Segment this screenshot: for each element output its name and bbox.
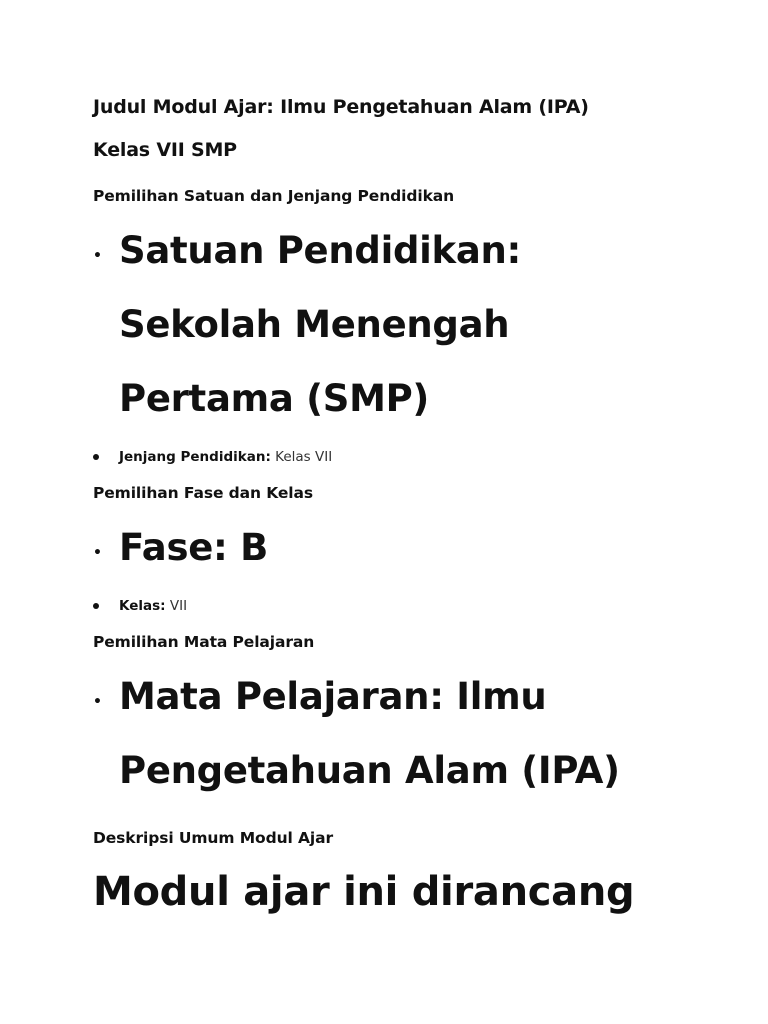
list-item-jenjang: [119, 449, 332, 465]
section-heading-fase: Pemilihan Fase dan Kelas: [93, 484, 313, 502]
bullet-icon: •: [93, 694, 102, 710]
big-item-line: Mata Pelajaran: Ilmu: [119, 675, 547, 718]
document-subtitle: Kelas VII SMP: [93, 139, 237, 161]
big-item-line: Sekolah Menengah: [119, 303, 510, 346]
bullet-icon: [93, 454, 99, 460]
body-paragraph-start: Modul ajar ini dirancang: [93, 869, 635, 915]
bullet-icon: •: [93, 248, 102, 264]
bullet-icon: [93, 603, 99, 609]
bullet-icon: •: [93, 545, 102, 561]
big-item-line: Pertama (SMP): [119, 377, 430, 420]
section-heading-mapel: Pemilihan Mata Pelajaran: [93, 633, 315, 651]
list-item-label: Kelas:: [119, 598, 166, 614]
list-item-value: Kelas VII: [275, 449, 333, 465]
list-item-kelas: [119, 598, 187, 614]
section-heading-satuan: Pemilihan Satuan dan Jenjang Pendidikan: [93, 187, 455, 205]
document-title: Judul Modul Ajar: Ilmu Pengetahuan Alam (IPA): [93, 96, 589, 118]
list-item-label: Jenjang Pendidikan:: [119, 449, 271, 465]
big-item-line: Fase: B: [119, 526, 268, 569]
section-heading-deskripsi: Deskripsi Umum Modul Ajar: [93, 829, 334, 847]
list-item-value: VII: [169, 598, 188, 614]
big-item-line: Satuan Pendidikan:: [119, 229, 522, 272]
big-item-line: Pengetahuan Alam (IPA): [119, 749, 620, 792]
